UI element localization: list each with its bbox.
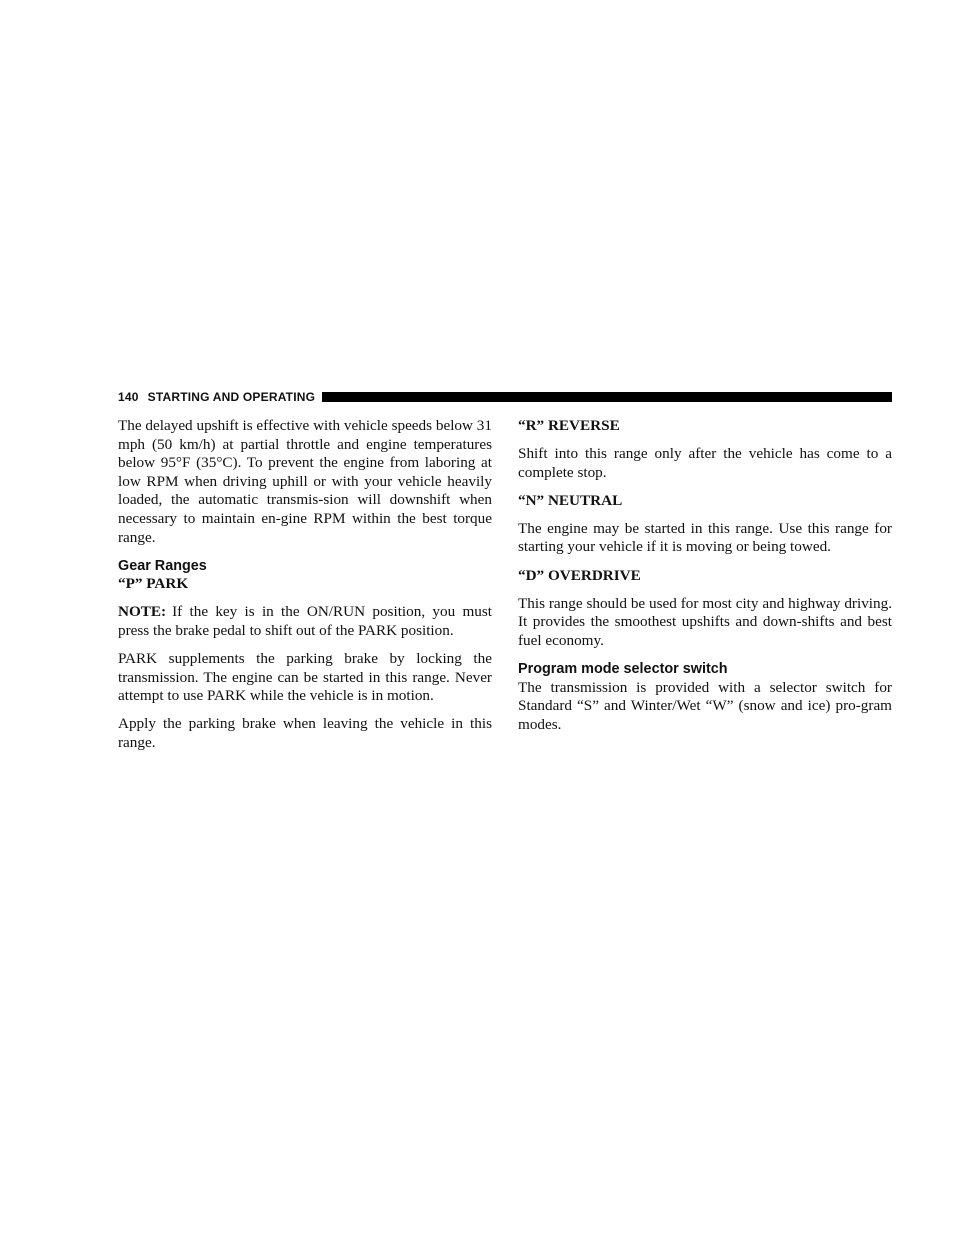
section-title: STARTING AND OPERATING	[147, 390, 316, 404]
overdrive-paragraph: This range should be used for most city and highway driving. It provides the smoothest upshifts and down-shifts and best fuel economy.	[518, 594, 892, 649]
neutral-heading: “N” NEUTRAL	[518, 491, 623, 509]
overdrive-heading: “D” OVERDRIVE	[518, 566, 641, 584]
gear-ranges-heading: Gear Ranges	[118, 557, 207, 574]
page-header	[118, 389, 892, 405]
right-column	[518, 417, 892, 744]
apply-brake-paragraph: Apply the parking brake when leaving the vehicle in this range.	[118, 715, 492, 751]
program-mode-heading: Program mode selector switch	[518, 660, 728, 677]
header-rule-bar	[322, 392, 892, 402]
left-column	[118, 417, 492, 762]
note-label: NOTE:	[118, 603, 167, 621]
delayed-upshift-paragraph: The delayed upshift is effective with vehicle speeds below 31 mph (50 km/h) at partial throttle and engine temperatures below 95°F (35°C). To prevent the engine from laboring at low RPM when driving uphill or with your vehicle heavily loaded, the automatic transmis-sion will downshift when necessary to maintain en-gine RPM within the best torque range.	[118, 417, 492, 546]
neutral-paragraph: The engine may be started in this range. Use this range for starting your vehicle if it is moving or being towed.	[518, 519, 892, 556]
park-paragraph: PARK supplements the parking brake by locking the transmission. The engine can be started in this range. Never attempt to use PARK while the vehicle is in motion.	[118, 650, 492, 705]
reverse-paragraph: Shift into this range only after the vehicle has come to a complete stop.	[518, 445, 892, 481]
reverse-heading: “R” REVERSE	[518, 417, 620, 434]
note-text: If the key is in the ON/RUN position, you must press the brake pedal to shift out of the PARK position.	[118, 603, 492, 639]
page-number: 140	[118, 390, 139, 404]
program-mode-paragraph: The transmission is provided with a selector switch for Standard “S” and Winter/Wet “W” (snow and ice) pro-gram modes.	[518, 678, 892, 733]
park-heading: “P” PARK	[118, 575, 189, 593]
note-paragraph	[118, 603, 492, 640]
